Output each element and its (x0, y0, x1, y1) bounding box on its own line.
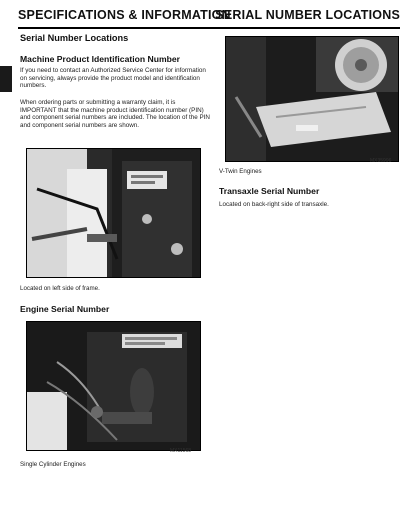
header-rule (18, 27, 400, 29)
subsection-title: Machine Product Identification Number (20, 54, 180, 64)
photo1-caption: Located on left side of frame. (20, 285, 100, 292)
transaxle-title: Transaxle Serial Number (219, 186, 320, 196)
header-right-title: SERIAL NUMBER LOCATIONS (215, 8, 400, 22)
pin-paragraph: When ordering parts or submitting a warranty claim, it is IMPORTANT that the machine product identification number (PIN) and component serial numbers are included. The location of the PIN and component serial numbers are shown. (20, 99, 210, 129)
intro-paragraph: If you need to contact an Authorized Service Center for information on servicing, always provide the product model and identification numbers. (20, 67, 206, 90)
single-cylinder-engine-photo (26, 321, 201, 451)
section-tab-marker (0, 66, 12, 92)
page-header (18, 8, 400, 26)
engine-serial-title: Engine Serial Number (20, 304, 110, 314)
photo1-code: MX35999 (170, 273, 192, 279)
transaxle-text: Located on back-right side of transaxle. (219, 201, 329, 208)
photo3-code: MX35996 (370, 158, 392, 164)
frame-pin-photo (26, 148, 201, 278)
section-title: Serial Number Locations (20, 33, 129, 43)
photo2-code: MX11568 (170, 448, 192, 454)
header-left-title: SPECIFICATIONS & INFORMATION (18, 8, 231, 22)
v-twin-engine-photo (225, 36, 399, 162)
photo2-caption: Single Cylinder Engines (20, 461, 86, 468)
photo3-caption: V-Twin Engines (219, 168, 262, 175)
